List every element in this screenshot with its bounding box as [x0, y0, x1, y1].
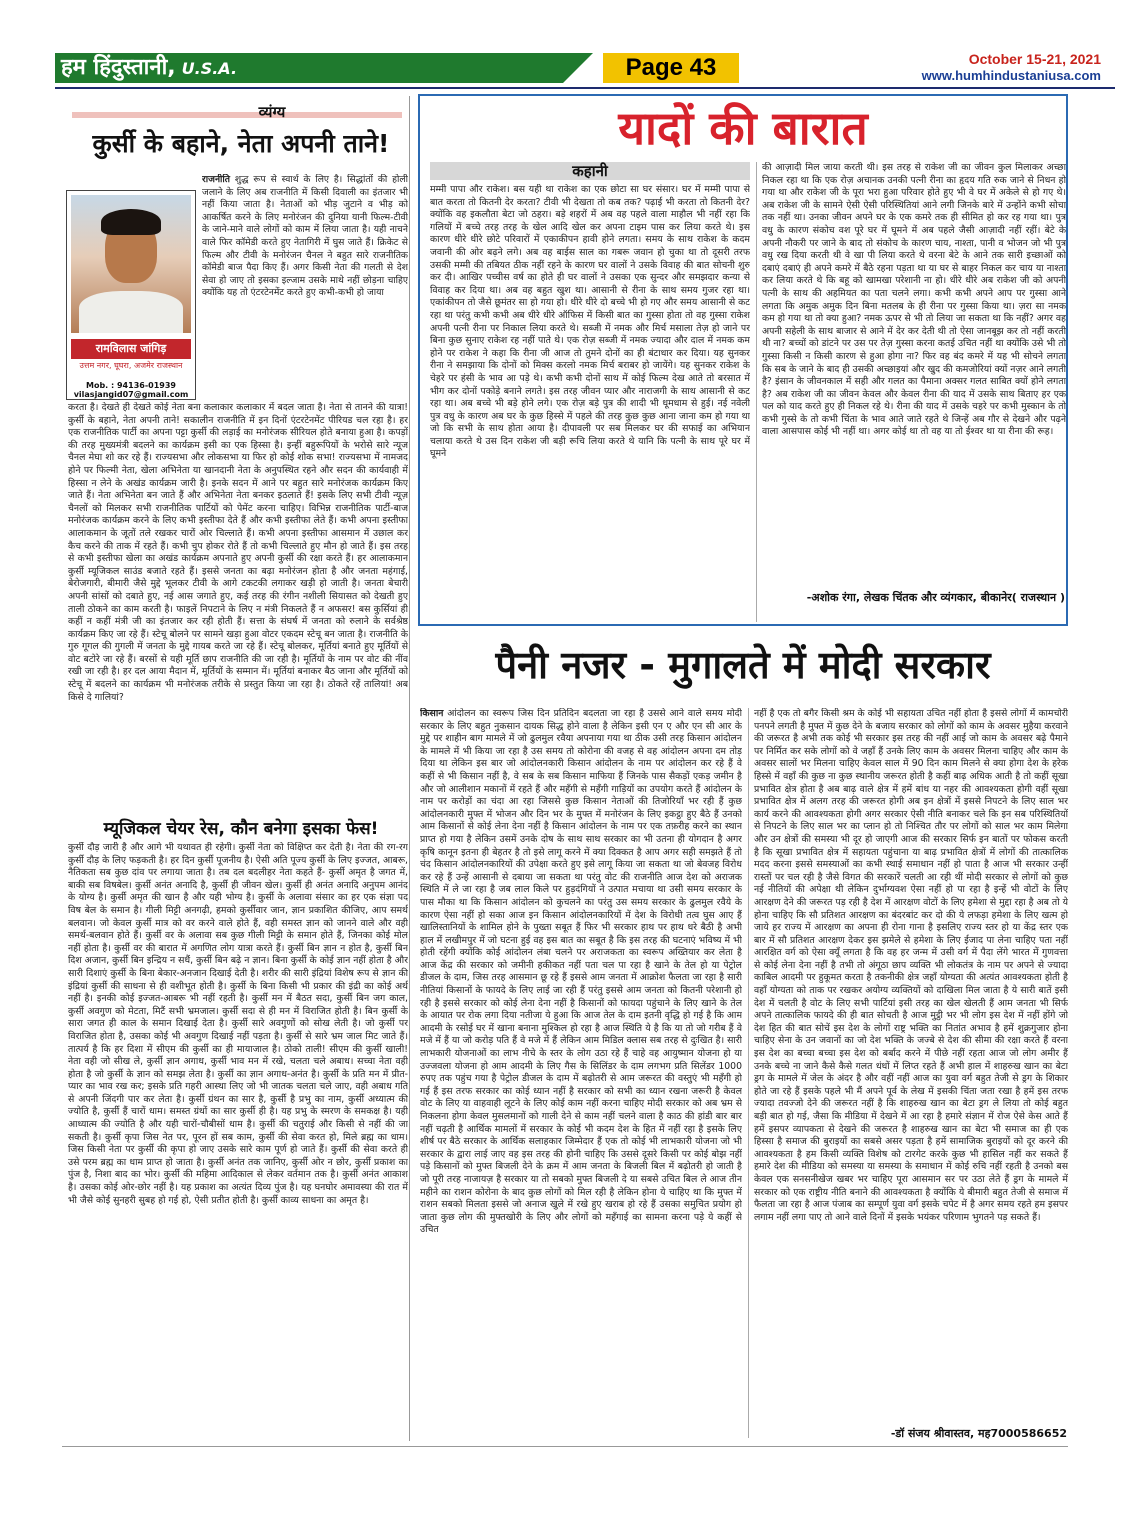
story1-title: यादों की बारात [618, 101, 868, 155]
story1-column-1: मम्मी पापा और राकेश। बस यही था राकेश का एक छोटा सा घर संसार। घर में मम्मी पापा से बात करता तो कितनी देर करता? टीवी भी देखता तो कब तक? पढ़ाई भी करता तो कितनी देर? क्योंकि वह इकलौता बेटा जो ठहरा। बड़े शहरों में अब वह पहले वाला माहौल भी नहीं रहा कि गलियों में बच्चे तरह तरह के खेल आदि खेल कर अपना टाइम पास कर लिया करते थे। इस कारण धीरे धीरे छोटे परिवारों में एकाकीपन हावी होने लगता। समय के साथ राकेश के कदम जवानी की ओर बढ़ने लगे। अब वह बाईस साल का गबरू जवान हो चुका था तो दूसरी तरफ उसकी मम्मी की तबियत ठीक नहीं रहने के कारण घर वालों ने उसके विवाह की बात सोचनी शुरु कर दी। आखिर पच्चीस वर्ष का होते ही घर वालों ने उसका एक सुन्दर और समझदार कन्या से विवाह कर दिया था। अब वह बहुत खुश था। आसानी से रीना के साथ समय गुजर रहा था। एकांकीपन तो जैसे छूमंतर सा हो गया हो। धीरे धीरे दो बच्चे भी हो गए और समय आसानी से कट रहा था परंतु कभी कभी अब धीरे धीरे ऑफिस में किसी बात का गुस्सा होता तो वह गुस्सा राकेश अपनी पत्नी रीना पर निकाल लिया करते थे। सब्जी में नमक और मिर्च मसाला तेज़ हो जाने पर बिना कुछ सुनाए राकेश रह नहीं पाते थे। एक रोज़ सब्जी में नमक ज्यादा और दाल में नमक कम होने पर राकेश ने कहा कि रीना जी आज तो तुमने दोनों का ही बंटाधार कर दिया। यह सुनकर रीना ने समझाया कि दोनों को मिक्स करलो नमक मिर्च बराबर हो जायेंगे। यह सुनकर राकेश के चेहरे पर हंसी के भाव आ पड़े थे। कभी कभी दोनों साथ में कोई फिल्म देख आते तो बरसात में भीग कर दोनों पकोड़े बनाने लगते। इस तरह जीवन प्यार और नाराजगी के साथ आसानी से कट रहा था। अब बच्चे भी बड़े होने लगे। एक रोज़ बड़े पुत्र की शादी भी धूमधाम से हुई। नई नवेली पुत्र वधु के कारण अब घर के कुछ हिस्से में पहले की तरह कुछ कुछ आना जाना कम हो गया था जो कि सभी के साथ होता आया है। दीपावली पर सब मिलकर घर की सफाई का अभियान चलाया करते थे उस दिन राकेश जी बड़ी रूचि लिया करते थे यानि कि पत्नी के साथ पूरे घर में घूमने [430, 184, 750, 460]
story-yaadon-ki-baraat [418, 94, 1068, 626]
satire-category: व्यंग्य [258, 103, 286, 121]
satire-para1-top: शुद्ध रूप से स्वार्थ के लिए है। सिद्धांतों की होली जलाने के लिए अब राजनीति में किसी दिवाली का इंतजार भी नहीं किया जाता है। नेताओं को भीड़ जुटाने व भीड़ को आकर्षित करने के लिए मनोरंजन की दुनिया यानी फिल्म-टीवी के जाने-माने वाले लोगों को काम में लिया जाता है। यही नाचने वाले फिर कॉमेडी करते हुए नेतागिरी में घुस जाते हैं। क्रिकेट से फिल्म और टीवी के मनोरंजन चैनल ने बहुत सारे राजनीतिक कॉमेडी बाज पैदा किए हैं। अगर किसी नेता की गलती से देश सेवा हो जाए तो इसका इल्जाम उसके माथे नहीं छोड़ना चाहिए क्योंकि यह तो एंटरटेनमेंट करते हुए कभी-कभी हो जाया [202, 174, 408, 299]
footer-rule [62, 1446, 1068, 1447]
masthead-title: हम हिंदुस्तानी, [61, 55, 176, 80]
satire-intro [202, 174, 408, 400]
story2-divider [748, 708, 749, 1438]
page-number: Page 43 [603, 53, 739, 83]
author-address: उत्तम नगर, घूघरा, अजमेर राजस्थान [79, 361, 183, 370]
story1-category: कहानी [430, 162, 750, 180]
website-url[interactable]: www.humhindustaniusa.com [921, 68, 1101, 83]
story2-col1-text: आंदोलन का स्वरूप जिस दिन प्रतिदिन बदलता जा रहा है उससे आने वाले समय मोदी सरकार के लिए बहुत नुकसान दायक सिद्ध होने वाला है लेकिन इसी एन ए और एन सी आर के मुद्दे पर शाहीन बाग मामले में जो ढुलमुल रवैया अपनाया गया था ठीक उसी तरह किसान आंदोलन के मामले में भी किया जा रहा है उस समय तो कोरोना की वजह से वह आंदोलन अपना दम तोड़ दिया था लेकिन इस बार जो आंदोलनकारी किसान आंदोलन के नाम पर आंदोलन कर रहे हैं वे कहीं से भी किसान नहीं है, वे सब के सब किसान माफिया हैं जिनके पास सैकड़ों एकड़ जमीन है और जो आलीशान मकानों में रहते हैं और महँगी से महँगी गाड़ियों का उपयोग करते हैं आंदोलन के नाम पर करोड़ों का चंदा आ रहा जिससे कुछ किसान नेताओं की तिजोरियाँ भर रही हैं कुछ आंदोलनकारी मुफ्त में भोजन और दिन भर के मुफ्त में मनोरंजन के लिए इकट्ठा हुए बैठे हैं उनको आम किसानों से कोई लेना देना नहीं है किसान आंदोलन के नाम पर एक तफ़रीह करने का स्थान प्राप्त हो गया है लेकिन उसमें उनके दोष के साथ साथ सरकार का भी उतना ही योगदान है अगर कृषि कानून इतना ही बेहतर है तो इसे लागू करने में क्या दिक्कत है आप अगर सही समझते हैं तो चंद किसान आंदोलनकारियों की उपेक्षा करते हुए इसे लागू किया जा सकता था जो बेवजह विरोध कर रहे हैं उन्हें आसानी से दबाया जा सकता था परंतु वोट की राजनीति आज देश को अराजक स्थिति में ले जा रहा है जब लाल किले पर हुड़दंगियों ने उत्पात मचाया था उसी समय सरकार के पास मौका था कि किसान आंदोलन को कुचलने का परंतु उस समय सरकार के ढुलमुल रवैये के कारण ऐसा नहीं हो सका आज इन किसान आंदोलनकारियों में देश के विरोधी तत्व घुस आए हैं खालिस्तानियों के शामिल होने के पुख्ता सबूत हैं फिर भी सरकार हाथ पर हाथ धरे बैठी है अभी हाल में लखीमपुर में जो घटना हुई वह इस बात का सबूत है कि इस तरह की घटनाएं भविष्य में भी होती रहेंगी क्योंकि कोई आंदोलन लंबा चलने पर अराजकता का स्वरूप अख्तियार कर लेता है आज केंद्र की सरकार को जमीनी हकीकत नहीं पता चल पा रहा है खाने के तेल हो या पेट्रोल डीजल के दाम, जिस तरह आसमान छू रहे हैं इससे आम जनता में आक्रोश फैलता जा रहा है सारी नीतियां किसानों के फायदे के लिए लाई जा रही हैं परंतु इससे आम जनता को कितनी परेशानी हो रही है इससे सरकार को कोई लेना देना नहीं है किसानों को फायदा पहुंचाने के लिए खाने के तेल के आयात पर रोक लगा दिया नतीजा ये हुआ कि आज तेल के दाम इतनी वृद्धि हो गई है कि आम आदमी के रसोई घर में खाना बनाना मुश्किल हो रहा है आज स्थिति ये है कि या तो जो गरीब हैं वे मजे में हैं या जो करोड़ पति हैं वे मजे में हैं लेकिन आम मिडिल क्लास सब तरह से दुःखित है। सारी लाभकारी योजनाओं का लाभ नीचे के स्तर के लोग उठा रहे हैं चाहे वह आयुष्मान योजना हो या उज्जवला योजना हो आम आदमी के लिए गैस के सिलिंडर के दाम लगभग प्रति सिलेंडर 1000 रुपए तक पहुंच गया है पेट्रोल डीजल के दाम में बढ़ोतरी से आम जरूरत की वस्तुएं भी महँगी हो गई हैं इस तरफ सरकार का कोई ध्यान नहीं है सरकार को सभी का ध्यान रखना जरूरी है केवल वोट के लिए या वाहवाही लूटने के लिए कोई काम नहीं करना चाहिए मोदी सरकार को अब भ्रम से निकलना होगा केवल मुसलमानों को गाली देने से काम नहीं चलने वाला है काठ की हांडी बार बार नहीं चढ़ती है आर्थिक मामलों में सरकार के कोई भी कदम देश के हित में नहीं रहा है इसके लिए शीर्ष पर बैठे सरकार के आर्थिक सलाहकार जिम्मेदार हैं एक तो कोई भी लाभकारी योजना जो भी सरकार के द्वारा लाई जाए वह इस तरह की होनी चाहिए कि उससे दूसरे किसी पर कोई बोझ नहीं पड़े किसानों को मुफ्त बिजली देने के क्रम में आम जनता के बिजली बिल में बढ़ोतरी हो जाती है जो पूरी तरह नाजायज़ है सरकार या तो सबको मुफ्त बिजली दे या सबसे उचित बिल ले आज तीन महीने का राशन कोरोना के बाद कुछ लोगों को मिल रही है लेकिन होना ये चाहिए था कि मुफ्त में राशन सबको मिलता इससे जो अनाज खुले में रखे हुए खराब हो रहे हैं उसका समुचित प्रयोग हो जाता कुछ लोग की मुफ्तखोरी के लिए और लोगों को महँगाई का सामना करना पड़े ये कहीं से उचित [420, 708, 742, 1236]
story2-column-2: नहीं है एक तो बगैर किसी श्रम के कोई भी सहायता उचित नहीं होता है इससे लोगों में कामचोरी पनपने लगती है मुफ्त में कुछ देने के बजाय सरकार को लोगों को काम के अवसर मुहैया करवाने की जरूरत है अभी तक कोई भी सरकार इस तरह की नहीं आई जो काम के अवसर बढ़े पैमाने पर निर्मित कर सके लोगों को वे जहाँ हैं उनके लिए काम के अवसर मिलना चाहिए और काम के अवसर सालों भर मिलना चाहिए केवल साल में 90 दिन काम मिलने से क्या होगा देश के हरेक हिस्से में वहाँ की कुछ ना कुछ स्थानीय जरूरत होती है कहीं बाढ़ अधिक आती है तो कहीं सूखा प्रभावित क्षेत्र होता है अब बाढ़ वाले क्षेत्र में हमें बांध या नहर की आवश्यकता होगी वहीं सूखा प्रभावित क्षेत्र में अलग तरह की जरूरत होगी अब इन क्षेत्रों में इससे निपटने के लिए साल भर कार्य करने की आवश्यकता होगी अगर सरकार ऐसी नीति बनाकर चले कि इन सब परिस्थितियों से निपटने के लिए साल भर का प्लान हो तो निश्चित तौर पर लोगों को साल भर काम मिलेगा और उन क्षेत्रों की समस्या भी दूर हो जाएगी आज की सरकार सिर्फ इन बातों पर फोकस करती है कि सूखा प्रभावित क्षेत्र में सहायता पहुंचाना या बाढ़ प्रभावित क्षेत्रों में लोगों की तात्कालिक मदद करना इससे समस्याओं का कभी स्थाई समाधान नहीं हो पाता है आज भी सरकार उन्हीं रास्तों पर चल रही है जैसे विगत की सरकारें चलती आ रही थीं मोदी सरकार से लोगों को कुछ नई नीतियों की अपेक्षा थी लेकिन दुर्भाग्यवश ऐसा नहीं हो पा रहा है इन्हें भी वोटों के लिए आरक्षण देने की जरूरत पड़ रही है देश में आरक्षण वोटों के लिए हमेशा से मुद्दा रहा है अब तो ये होना चाहिए कि सौ प्रतिशत आरक्षण का बंदरबांट कर दो की ये लफड़ा हमेशा के लिए खत्म हो जाये हर राज्य में आरक्षण का अपना ही रोना गाना है इसलिए राज्य स्तर हो या केंद्र स्तर एक बार में सौ प्रतिशत आरक्षण देकर इस झमेले से हमेशा के लिए ईजाद पा लेना चाहिए पता नहीं आरक्षित वर्ग को ऐसा क्यूँ लगता है कि वह हर जन्म में उसी वर्ग में पैदा लेंगे भारत में गुणवत्ता से कोई लेना देना नहीं है तभी तो अंगूठा छाप व्यक्ति भी लोकतंत्र के नाम पर अपने से ज्यादा काबिल आदमी पर हुकूमत करता है तकनीकी क्षेत्र जहाँ योग्यता की अत्यंत आवश्यकता होती है वहाँ योग्यता को ताक पर रखकर अयोग्य व्यक्तियों को दाखिला मिल जाता है ये सारी बातें इसी देश में चलती है वोट के लिए सभी पार्टियां इसी तरह का खेल खेलती हैं आम जनता भी सिर्फ अपने तात्कालिक फायदे की ही बात सोचती है आज मुट्ठी भर भी लोग इस देश में नहीं होंगे जो देश हित की बात सोचें इस देश के लोगों राष्ट्र भक्ति का नितांत अभाव है हमें शुक्रगुजार होना चाहिए सेना के उन जवानों का जो देश भक्ति के जज्बे से देश की सीमा की रक्षा करते हैं वरना इस देश का बच्चा बच्चा इस देश को बर्बाद करने में पीछे नहीं रहता आज जो लोग अमीर हैं उनके बच्चे ना जाने कैसे कैसे गलत धंधों में लिप्त रहते हैं अभी हाल में शाहरुख खान का बेटा ड्रग के मामले में जेल के अंदर है और वहीं नहीं आज का युवा वर्ग बहुत तेजी से ड्रग के शिकार होते जा रहे हैं इसके पहले भी मैं अपने पूर्व के लेख में इसकी चिंता जता रखा है हमें इस तरफ ज्यादा तवज्जो देने की जरूरत नहीं है कि शाहरुख खान का बेटा ड्रग ले लिया तो कोई बहुत बड़ी बात हो गई, जैसा कि मीडिया में देखने में आ रहा है हमारे संज्ञान में रोज ऐसे केस आते हैं हमें इसपर व्यापकता से देखने की जरूरत है शाहरुख खान का बेटा भी समाज का ही एक हिस्सा है समाज की बुराइयों का सबसे असर पड़ता है हमें सामाजिक बुराइयों को दूर करने की आवश्यकता है हम किसी व्यक्ति विशेष को टारगेट करके कुछ भी हासिल नहीं कर सकते हैं हमारे देश की मीडिया को समस्या या समस्या के समाधान में कोई रुचि नहीं रहती है उनको बस केवल एक सनसनीखेज खबर भर चाहिए पूरा आसमान सर पर उठा लेते हैं ड्रग के मामले में सरकार को एक राष्ट्रीय नीति बनाने की आवश्यकता है क्योंकि ये बीमारी बहुत तेजी से समाज में फैलता जा रहा है आज पंजाब का सम्पूर्ण युवा वर्ग इसके चपेट में है अगर समय रहते हम इसपर लगाम नहीं लगा पाए तो आने वाले दिनों में इसके भयंकर परिणाम भुगतने पड़ सकते हैं। [754, 708, 1068, 1223]
satire-para1 [68, 402, 408, 814]
header-rule [55, 87, 1115, 89]
author-email: vilasjangid07@gmail.com [73, 390, 189, 399]
story1-byline: -अशोक रंगा, लेखक चिंतक और व्यंगकार, बीकानेर( राजस्थान ) [806, 591, 1065, 604]
author-mobile: Mob. : 94136-01939 [86, 381, 176, 390]
satire-subhead: म्यूजिकल चेयर रेस, कौन बनेगा इसका फेस! [103, 819, 379, 839]
author-card [66, 190, 196, 400]
story1-divider [756, 162, 757, 622]
masthead-triangle [563, 53, 593, 83]
author-name: रामविलास जांगिड़ [71, 339, 191, 359]
author-photo [71, 195, 191, 333]
story1-column-2: की आज़ादी मिल जाया करती थी। इस तरह से राकेश जी का जीवन कुल मिलाकर अच्छा निकल रहा था कि एक रोज़ अचानक उनकी पत्नी रीना का हृदय गति रुक जाने से निधन हो गया था और राकेश जी के पूरा भरा हुआ परिवार होते हुए भी वे घर में अकेले से हो गए थे। अब राकेश जी के सामने ऐसी ऐसी परिस्थितियां आने लगी जिनके बारे में उन्होंने कभी सोचा तक नहीं था। उनका जीवन अपने घर के एक कमरे तक ही सीमित हो कर रह गया था। पुत्र वधु के कारण संकोच वश पूरे घर में घूमने में अब पहले जैसी आज़ादी नहीं रहीं। बेटे के अपनी नौकरी पर जाने के बाद तो संकोच के कारण चाय, नाश्ता, पानी व भोजन जो भी पुत्र वधु रख दिया करती थी वे खा पी लिया करते थे वरना बेटे के आने तक सारी इच्छाओं को दबाएं दबाएं ही अपने कमरे में बैठे रहना पड़ता था या घर से बाहर निकल कर चाय या नाश्ता कर लिया करते थे कि बहू को खामखा परेशानी ना हो। धीरे धीरे अब राकेश जी को अपनी पत्नी के साथ की अहमियत का पता चलने लगा। कभी कभी अपने आप पर गुस्सा आने लगता कि अमुक अमुक दिन बिना मतलब के ही रीना पर गुस्सा किया था। ज़रा सा नमक कम हो गया था तो क्या हुआ? नमक ऊपर से भी तो लिया जा सकता था कि नहीं? अगर वह अपनी सहेली के साथ बाजार से आने में देर कर देती थी तो ऐसा जानबूझ कर तो नहीं करती थी ना? बच्चों को डांटने पर उस पर तेज़ गुस्सा करना कतई उचित नहीं था क्योंकि उसे भी तो गुस्सा किसी न किसी कारण से हुआ होगा ना? फिर वह बंद कमरे में यह भी सोचने लगता कि सब के जाने के बाद ही उसकी अच्छाइयां और खुद की कमजोरियां क्यों नज़र आने लगती है? इंसान के जीवनकाल में सही और गलत का पैमाना अक्सर गलत साबित क्यों होने लगता है? अब राकेश जी का जीवन केवल और केवल रीना की याद में उसके साथ बिताए हर एक पल को याद करते हुए ही निकल रहे थे। रीना की याद में उसके चहरे पर कभी मुस्कान के तो कभी गुस्से के तो कभी चिंता के भाव आते जाते रहते थे जिन्हें अब गौर से देखने और पढ़ने वाला आसपास कोई भी नहीं था। अगर कोई था तो वह या तो ईश्वर था या रीना की रूह। [762, 162, 1066, 438]
masthead-banner [55, 53, 563, 83]
story2-lead-word: किसान [420, 708, 444, 719]
satire-para1-body: करता है। देखते ही देखते कोई नेता बना कलाकार कलाकार में बदल जाता है। नेता से तानने की यात्रा! कुर्सी के बहाने, नेता अपनी ताने! सकालीन राजनीति में इन दिनों एंटरटेनमेंट पीरियड चल रहा है। हर एक राजनीतिक पार्टी का अपना पट्टा कुर्सी की लड़ाई का मनोरंजक सीरियल होते बनाया हुआ है। कपड़ों की तरह मुख्यमंत्री बदलने का कार्यक्रम इसी का एक हिस्सा है। इन्हीं बहुरूपियों के भरोसे सारे न्यूज चैनल मेघा शो कर रहे हैं। राज्यसभा और लोकसभा या फिर हो कोई शोक सभा! राज्यसभा में नामजद होने पर फिल्मी नेता, खेला अभिनेता या खानदानी नेता के अनुपस्थित रहने और सदन की कार्यवाही में हिस्सा न लेने के अखंड कार्यक्रम जारी है। इनके सदन में आने पर बहुत सारे मनोरंजक कार्यक्रम किए जाते हैं। नेता अभिनेता बन जाते हैं और अभिनेता नेता बनकर इठलाते हैं! इसके लिए सभी टीवी न्यूज़ चैनलों को मिलकर सभी राजनीतिक पार्टियों को पेमेंट करना चाहिए। विभिन्न राजनीतिक पार्टी-बाज मनोरंजक कार्यक्रम करने के लिए कभी इस्तीफा देते हैं और कभी इस्तीफा लेते हैं। कभी अपना इस्तीफा आलाकमान के जूतों तले रखकर चारों ओर चिल्लाते हैं। कभी अपना इस्तीफा आसमान में उछाल कर कैच करने की ताक में रहते हैं। कभी चुप होकर रोते हैं तो कभी चिल्लाते हुए मौन हो जाते हैं। इस तरह से कभी इस्तीफा खेला का अखंड कार्यक्रम अपनाते हुए अपनी कुर्सी की रक्षा करते हैं। हर आलाकमान कुर्सी म्यूजिकल साउंड बजाते रहते हैं। इससे जनता का बढ़ा मनोरंजन होता है और जनता महंगाई, बेरोजगारी, बीमारी जैसे मुद्दे भूलकर टीवी के आगे टकटकी लगाकर खड़ी हो जाती है। जनता बेचारी अपनी सांसों को दबाते हुए, नई आस जगाते हुए, कई तरह की रंगीन नशीली सियासत को देखती हुए ताली ठोकने का काम करती है। फाइलें निपटाने के लिए न मंत्री निकलते हैं न अफसर! बस कुर्सियां ही कहीं न कहीं मंत्री जी का इंतजार कर रही होती हैं। सत्ता के संघर्ष में जनता को रुलाने के सर्वश्रेष्ठ कार्यक्रम किए जा रहे हैं। स्टेचू बोलने पर सामने खड़ा हुआ वोटर एकदम स्टेचू बन जाता है। राजनीति के गुरु गूगल की गुगली में जनता के मुद्दे गायब करते जा रहे हैं। स्टेचू बोलकर, मूर्तियां बनाते हुए मूर्तियों से वोट बटोरे जा रहे हैं। बरसों से यही मूर्ति छाप राजनीति की जा रही है। मूर्तियों के नाम पर वोट की नींव रखी जा रही है। हर दल आया मैदान में, मूर्तियों के सम्मान में। मूर्तियां बनाकर बैठ जाना और मूर्तियों को स्टेचू में बदलने का कार्यक्रम भी मनोरंजक तरीके से प्रस्तुत किया जा रहा है। ठोकते रहें तालियां! अब किसे दे गालियां? [68, 402, 408, 703]
satire-column [62, 96, 410, 1441]
satire-para2: कुर्सी दौड़ जारी है और आगे भी यथावत ही रहेगी। कुर्सी नेता को विक्षिप्त कर देती है। नेता की रग-रग कुर्सी दौड़ के लिए फड़कती है। हर दिन कुर्सी पूजनीय है। ऐसी अति पूज्य कुर्सी के लिए इज्जत, आबरू, नैतिकता सब कुछ दांव पर लगाया जाता है। तब दल बदलीहर नेता कहते हैं- कुर्सी अमृत है जगत में, बाकी सब विषबेल। कुर्सी अनंत अनादि है, कुर्सी ही जीवन खेल। कुर्सी ही अनंत अनादि अनुपम आनंद के योग्य है। कुर्सी अमृत की खान है और यही भोग्य है। कुर्सी के अलावा संसार का हर एक संज्ञा पद विष बेल के समान है। गीली मिट्टी अनगढ़ी, हमको कुर्सीवार जान, ज्ञान प्रकाशित कीजिए, आप समर्थ बलवान। जो केवल कुर्सी मात्र को वर करने वाले होते हैं, वही समस्त ज्ञान को जानने वाले और वही समर्थ-बलवान होते हैं। कुर्सी वर के अलावा सब कुछ गीली मिट्टी के समान होते हैं, जिनका कोई मोल नहीं होता है। कुर्सी वर की बारात में अगणित लोग यात्रा करते हैं। कुर्सी बिन ज्ञान न होत है, कुर्सी बिन दिश अजान, कुर्सी बिन इन्द्रिय न सधैं, कुर्सी बिन बढ़े न ज्ञान। बिना कुर्सी के कोई ज्ञान नहीं होता है और सारी दिशाएं कुर्सी के बिना बेकार-अनजान दिखाई देती है। शरीर की सारी इंद्रियां विशेष रूप से ज्ञान की इंद्रियां कुर्सी की साधना से ही वशीभूत होती है। कुर्सी के बिना किसी भी प्रकार की इंद्री का कोई अर्थ नहीं है। इनकी कोई इज्जत-आबरू भी नहीं रहती है। कुर्सी मन में बैठत सदा, कुर्सी बिन जग काल, कुर्सी अवगुण को मेटता, मिटैं सभी भ्रमजाल। कुर्सी सदा से ही मन में विराजित होती है। बिन कुर्सी के सारा जगत ही काल के समान दिखाई देता है। कुर्सी सारे अवगुणों को सोख लेती है। जो कुर्सी पर विराजित होता है, उसका कोई भी अवगुण दिखाई नहीं पड़ता है। कुर्सी से सारे भ्रम जाल मिट जाते हैं। तात्पर्य है कि हर दिशा में सीएम की कुर्सी का ही मायाजाल है। ठोको ताली! सीएम की कुर्सी खाली! नेता वही जो सीख ले, कुर्सी ज्ञान अगाध, कुर्सी भाव मन में रखे, चलता चले अबाध। सच्चा नेता वही होता है जो कुर्सी के ज्ञान को समझ लेता है। कुर्सी का ज्ञान अगाध-अनंत है। कुर्सी के प्रति मन में प्रीत-प्यार का भाव रख कर; इसके प्रति गहरी आस्था लिए जो भी जातक चलता चले जाए, वही अबाध गति से अपनी जिंदगी पार कर लेता है। कुर्सी ग्रंथन का सार है, कुर्सी है प्रभु का नाम, कुर्सी अध्यात्म की ज्योति है, कुर्सी हैं चारों धाम। समस्त ग्रंथों का सार कुर्सी ही है। यह प्रभु के स्मरण के समकक्ष है। यही आध्यात्म की ज्योति है और यही चारों-चौबीसों धाम है। कुर्सी की चतुराई और किसी से नहीं की जा सकती है। कुर्सी कृपा जिस नेत पर, पूरन हों सब काम, कुर्सी की सेवा करत हो, मिले ब्रह्म का धाम। जिस किसी नेता पर कुर्सी की कृपा हो जाए उसके सारे काम पूर्ण हो जाते हैं। कुर्सी की सेवा करते ही उसे परम ब्रह्म का धाम प्राप्त हो जाता है। कुर्सी अनंत तक जानिए, कुर्सी ओर न छोर, कुर्सी प्रकाश का पुंज है, निशा बाद का भोर। कुर्सी की महिमा आदिकाल से लेकर वर्तमान तक है। कुर्सी अनंत आकाश है। उसका कोई ओर-छोर नहीं है। यह प्रकाश का अत्यंत दिव्य पुंज है। यह घनघोर अमावस्या की रात में भी जैसे कोई सुनहरी सुबह हो गई हो, ऐसी प्रतीत होती है। कुर्सी काव्य साधना का अमृत है। [68, 842, 408, 1206]
masthead-suffix: U.S.A. [181, 59, 238, 78]
story2-byline: -डॉ संजय श्रीवास्तव, मह7000586652 [890, 1427, 1067, 1440]
satire-headline: कुर्सी के बहाने, नेता अपनी ताने! [92, 129, 390, 158]
story2-title: पैनी नजर - मुगालते में मोदी सरकार [495, 643, 991, 687]
masthead [55, 53, 1115, 85]
satire-lead-word: राजनीति [202, 174, 231, 185]
story2-column-1 [420, 708, 742, 1438]
issue-date: October 15-21, 2021 [968, 51, 1101, 67]
